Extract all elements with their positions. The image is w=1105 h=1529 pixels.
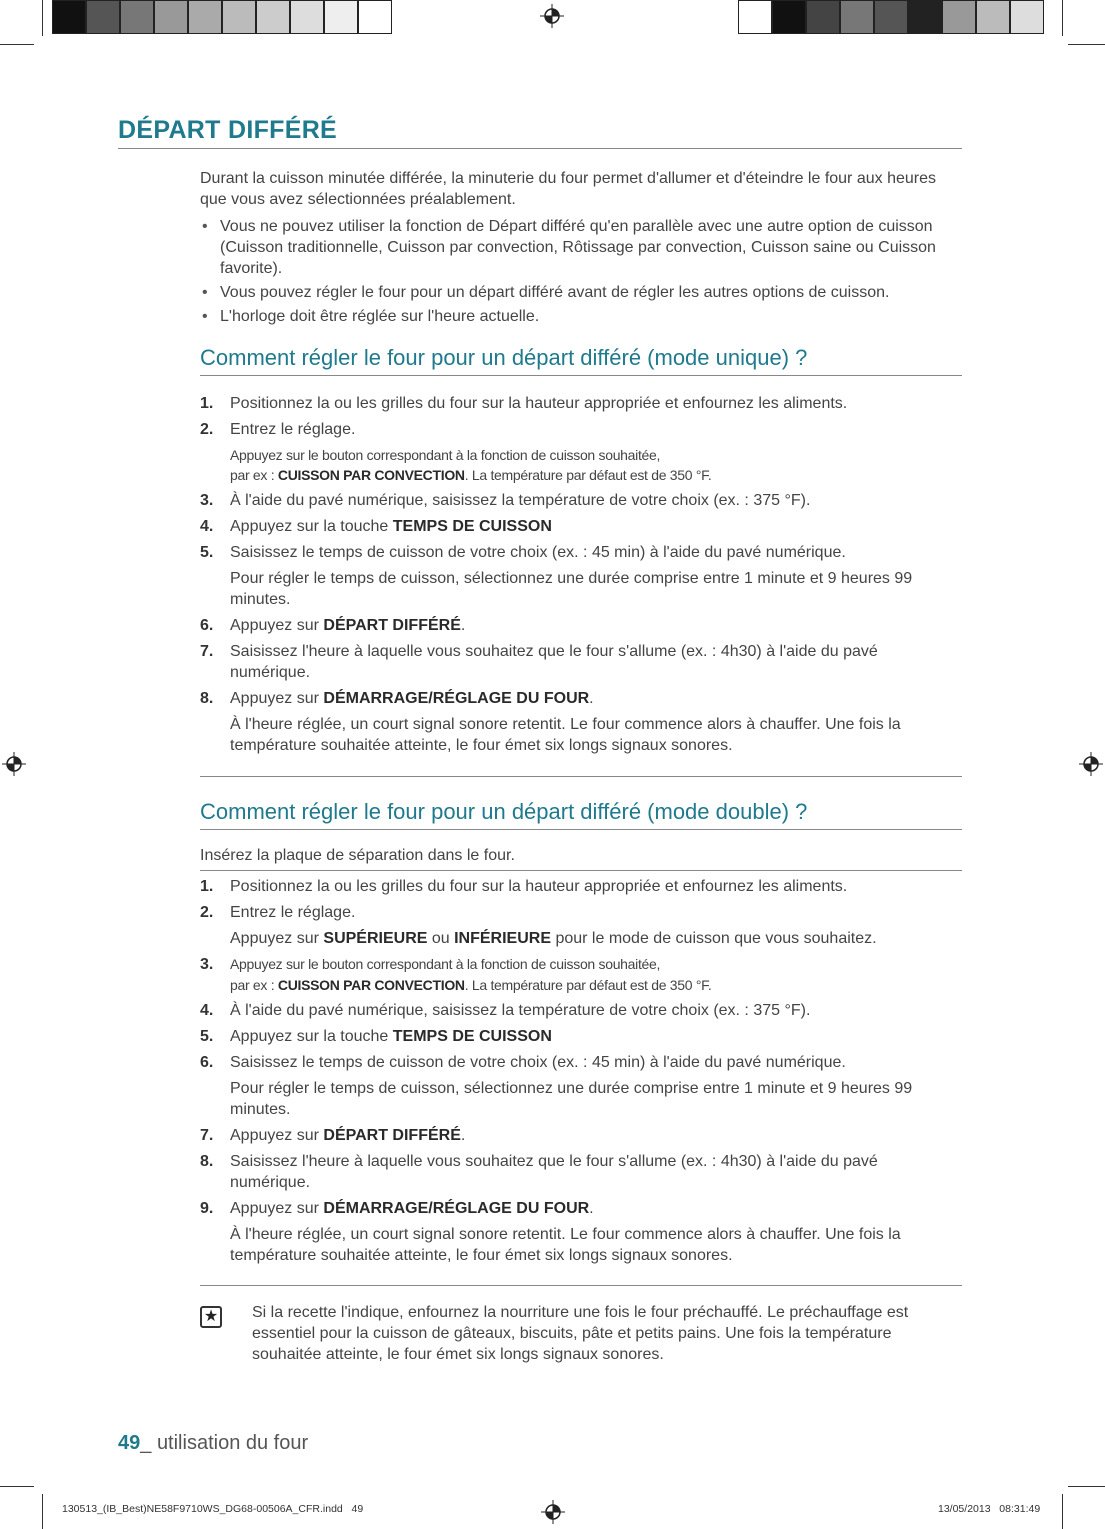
key-label: DÉPART DIFFÉRÉ xyxy=(323,1127,461,1144)
step-number: 9. xyxy=(200,1200,214,1217)
step-text: Positionnez la ou les grilles du four sur la hauteur appropriée et enfournez les aliments. xyxy=(230,878,848,895)
step-item xyxy=(200,1198,962,1266)
step-item xyxy=(200,1052,962,1120)
subtext-line: Appuyez sur le bouton correspondant à la fonction de cuisson souhaitée, xyxy=(230,447,661,463)
step-item xyxy=(200,1026,962,1047)
step-item xyxy=(200,419,962,485)
crop-mark xyxy=(1068,1486,1105,1487)
step-text: Entrez le réglage. xyxy=(230,421,356,438)
divider xyxy=(200,776,962,777)
step-subtext: À l'heure réglée, un court signal sonore retentit. Le four commence alors à chauffer. Une fois la température souhaitée atteinte, le four émet six longs signaux sonores. xyxy=(230,716,901,754)
registration-mark-icon xyxy=(541,1500,565,1524)
steps-double xyxy=(200,876,962,1271)
page-title: DÉPART DIFFÉRÉ xyxy=(118,116,962,149)
step-text: Positionnez la ou les grilles du four sur la hauteur appropriée et enfournez les aliments. xyxy=(230,395,848,412)
color-bar-left xyxy=(52,0,392,34)
step-text: À l'aide du pavé numérique, saisissez la température de votre choix (ex. : 375 °F). xyxy=(230,492,811,509)
subtext-line: par ex : xyxy=(230,977,278,993)
step-item xyxy=(200,902,962,949)
step-item xyxy=(200,641,962,683)
divider xyxy=(200,870,962,871)
key-label: TEMPS DE CUISSON xyxy=(392,1028,552,1045)
key-label: TEMPS DE CUISSON xyxy=(392,518,552,535)
section-heading-double: Comment régler le four pour un départ différé (mode double) ? xyxy=(200,799,962,830)
step-number: 5. xyxy=(200,544,214,561)
step-text: Appuyez sur la touche xyxy=(230,518,393,535)
step-text: . xyxy=(589,1200,594,1217)
bullet-item: • Vous ne pouvez utiliser la fonction de Départ différé qu'en parallèle avec une autre option de cuisson (Cuisson traditionnelle, Cuisson par convection, Rôtissage par convection, Cuisson saine ou Cuisson favorite). xyxy=(200,216,960,279)
step-number: 7. xyxy=(200,1127,214,1144)
note-text: Si la recette l'indique, enfournez la nourriture une fois le four préchauffé. Le préchauffage est essentiel pour la cuisson de gâteaux, biscuits, pâte et petits pains. Une fois la température souhaitée atteinte, le four émet six longs signaux sonores. xyxy=(252,1304,909,1363)
subtext-line: Appuyez sur xyxy=(230,930,324,947)
step-item xyxy=(200,688,962,756)
divider xyxy=(200,1285,962,1286)
step-number: 1. xyxy=(200,395,214,412)
step-number: 6. xyxy=(200,617,214,634)
step-number: 5. xyxy=(200,1028,214,1045)
step-number: 8. xyxy=(200,1153,214,1170)
intro-paragraph: Durant la cuisson minutée différée, la minuterie du four permet d'allumer et d'éteindre le four aux heures que vous avez sélectionnées préalablement. xyxy=(200,170,936,208)
step-text: . xyxy=(460,1127,466,1144)
step-text: Appuyez sur la touche xyxy=(230,1028,393,1045)
step-text: Appuyez sur xyxy=(230,617,324,634)
key-label: CUISSON PAR CONVECTION xyxy=(277,977,465,993)
print-slug-file: 130513_(IB_Best)NE58F9710WS_DG68-00506A_CFR.indd 49 xyxy=(62,1503,364,1515)
registration-mark-icon xyxy=(1079,752,1103,776)
step-text: Appuyez sur xyxy=(230,1127,324,1144)
step-item xyxy=(200,876,962,897)
step-text: Appuyez sur xyxy=(230,1200,324,1217)
step-item xyxy=(200,393,962,414)
bullet-list xyxy=(200,216,960,330)
step-number: 2. xyxy=(200,904,214,921)
key-label: DÉMARRAGE/RÉGLAGE DU FOUR xyxy=(323,690,590,707)
step-text: Saisissez l'heure à laquelle vous souhaitez que le four s'allume (ex. : 4h30) à l'aide du pavé numérique. xyxy=(230,643,878,681)
step-text: À l'aide du pavé numérique, saisissez la température de votre choix (ex. : 375 °F). xyxy=(230,1002,811,1019)
step-number: 1. xyxy=(200,878,214,895)
step-number: 6. xyxy=(200,1054,214,1071)
section-heading-single: Comment régler le four pour un départ différé (mode unique) ? xyxy=(200,345,962,376)
step-number: 3. xyxy=(200,956,214,973)
key-label: SUPÉRIEURE xyxy=(323,930,428,947)
bullet-item: • Vous pouvez régler le four pour un départ différé avant de régler les autres options de cuisson. xyxy=(200,282,960,303)
crop-mark xyxy=(42,1494,43,1529)
step-item xyxy=(200,615,962,636)
step-subtext: À l'heure réglée, un court signal sonore retentit. Le four commence alors à chauffer. Une fois la température souhaitée atteinte, le four émet six longs signaux sonores. xyxy=(230,1226,901,1264)
step-item xyxy=(200,542,962,610)
step-text: Appuyez sur le bouton correspondant à la fonction de cuisson souhaitée, xyxy=(230,956,661,972)
step-item xyxy=(200,954,962,995)
key-label: DÉMARRAGE/RÉGLAGE DU FOUR xyxy=(323,1200,590,1217)
bullet-item: • L'horloge doit être réglée sur l'heure actuelle. xyxy=(200,306,960,327)
crop-mark xyxy=(1068,44,1105,45)
step-item xyxy=(200,1125,962,1146)
step-item xyxy=(200,490,962,511)
registration-mark-icon xyxy=(540,4,564,28)
star-note-icon: ★ xyxy=(200,1306,222,1328)
steps-single xyxy=(200,393,962,761)
step-subtext xyxy=(230,445,962,485)
step-text: Saisissez l'heure à laquelle vous souhaitez que le four s'allume (ex. : 4h30) à l'aide du pavé numérique. xyxy=(230,1153,878,1191)
crop-mark xyxy=(1062,1494,1063,1529)
page-number: 49 xyxy=(118,1432,141,1454)
step-number: 8. xyxy=(200,690,214,707)
step-text: Saisissez le temps de cuisson de votre choix (ex. : 45 min) à l'aide du pavé numérique. xyxy=(230,1054,846,1071)
step-text: . xyxy=(589,690,594,707)
step-item xyxy=(200,1151,962,1193)
registration-mark-icon xyxy=(2,752,26,776)
double-lead: Insérez la plaque de séparation dans le four. xyxy=(200,847,515,864)
color-bar-right xyxy=(738,0,1044,34)
subtext-line: pour le mode de cuisson que vous souhaitez. xyxy=(551,930,877,947)
key-label: INFÉRIEURE xyxy=(454,930,552,947)
step-number: 3. xyxy=(200,492,214,509)
step-text: Appuyez sur xyxy=(230,690,324,707)
step-subtext xyxy=(230,928,962,949)
crop-mark xyxy=(0,44,34,45)
page-footer xyxy=(118,1432,308,1455)
subtext-line: ou xyxy=(427,930,455,947)
step-subtext: Pour régler le temps de cuisson, sélectionnez une durée comprise entre 1 minute et 9 heures 99 minutes. xyxy=(230,1080,913,1118)
step-text: Entrez le réglage. xyxy=(230,904,356,921)
step-text: . xyxy=(460,617,466,634)
step-text: Saisissez le temps de cuisson de votre choix (ex. : 45 min) à l'aide du pavé numérique. xyxy=(230,544,846,561)
step-number: 2. xyxy=(200,421,214,438)
key-label: CUISSON PAR CONVECTION xyxy=(277,467,465,483)
print-slug-timestamp: 13/05/2013 08:31:49 xyxy=(938,1503,1041,1515)
footer-separator: _ xyxy=(140,1432,157,1454)
step-number: 7. xyxy=(200,643,214,660)
step-number: 4. xyxy=(200,518,214,535)
crop-mark xyxy=(0,1486,34,1487)
subtext-line: . La température par défaut est de 350 °F. xyxy=(464,467,712,483)
crop-mark xyxy=(42,0,43,36)
crop-mark xyxy=(1062,0,1063,36)
subtext-line: par ex : xyxy=(230,467,278,483)
subtext-line: . La température par défaut est de 350 °F. xyxy=(464,977,712,993)
step-item xyxy=(200,1000,962,1021)
step-subtext: Pour régler le temps de cuisson, sélectionnez une durée comprise entre 1 minute et 9 heures 99 minutes. xyxy=(230,570,913,608)
step-item xyxy=(200,516,962,537)
footer-label: utilisation du four xyxy=(156,1432,309,1454)
step-number: 4. xyxy=(200,1002,214,1019)
step-subtext xyxy=(230,975,962,995)
key-label: DÉPART DIFFÉRÉ xyxy=(323,617,461,634)
